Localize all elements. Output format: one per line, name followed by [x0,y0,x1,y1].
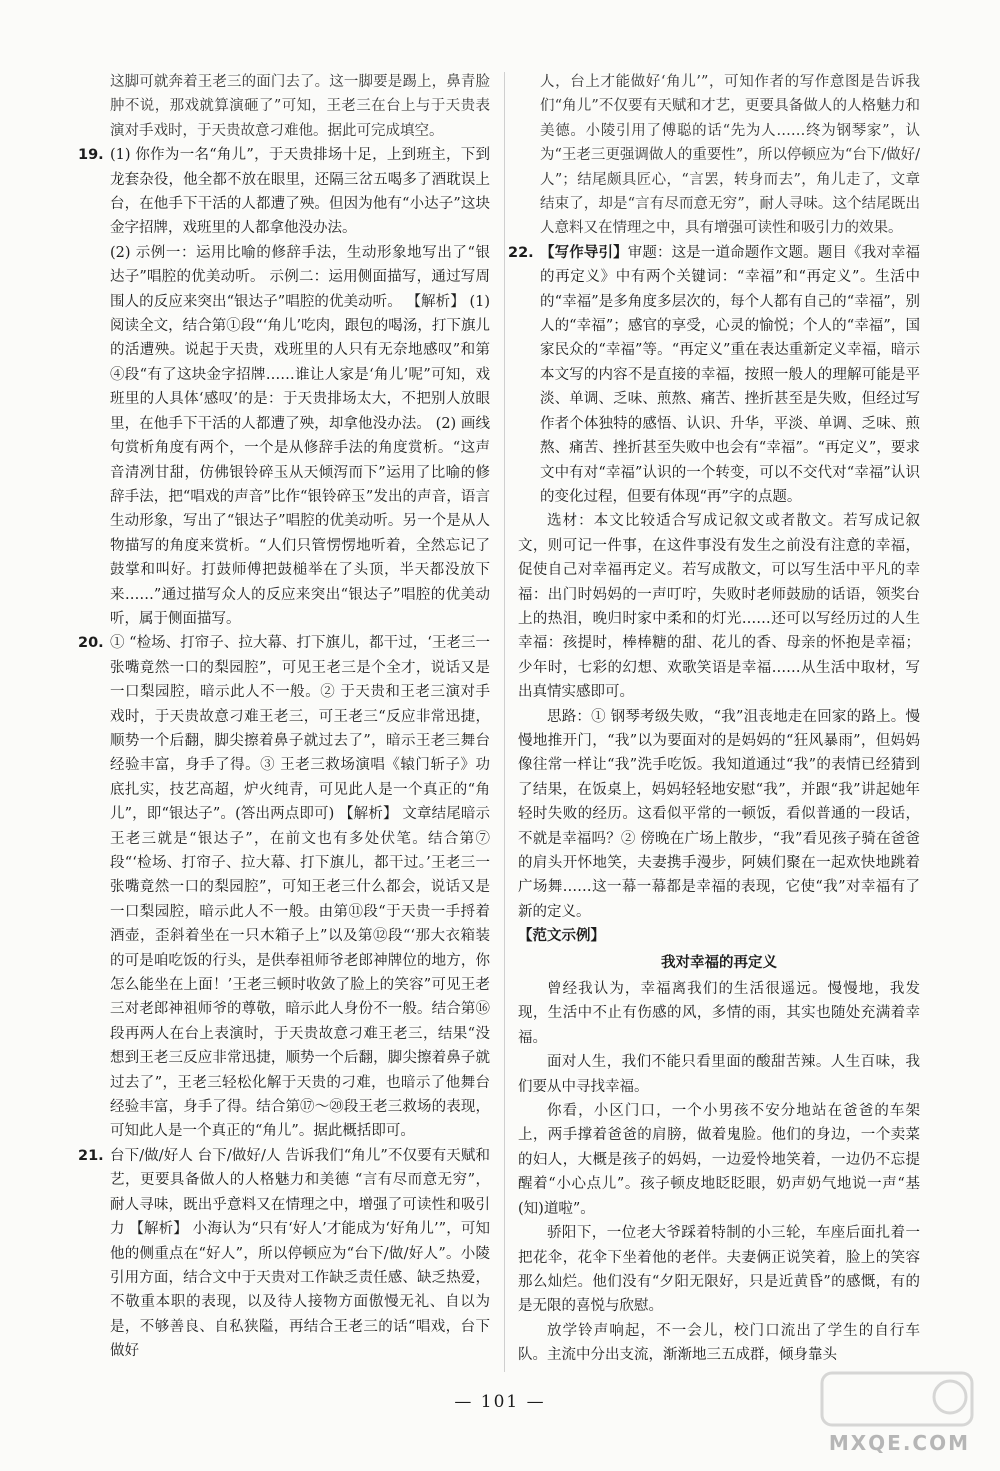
right-column [508,70,921,1368]
page-number: — 101 — [454,1392,546,1412]
sub-answer: (2) 示例一：运用比喻的修辞手法，生动形象地写出了“银达子”唱腔的优美动听。 示例二：运用侧面描写，通过写周围人的反应来突出“银达子”唱腔的优美动听。 【解析】 (1) 阅读全文，结合第①段“‘角儿’吃肉，跟包的喝汤，打下旗儿的活遭殃。说起于天贵，戏班里的人只有无奈地感叹”和第④段“有了这块金字招牌……谁让人家是‘角儿’呢”可知，戏班里的人具体‘感叹’的是：于天贵排场太大，不把别人放眼里，在他手下干活的人都遭了殃，却拿他没办法。 (2) 画线句赏析角度有两个，一个是从修辞手法的角度赏析。“这声音清冽甘甜，仿佛银铃碎玉从天倾泻而下”运用了比喻的修辞手法，把“唱戏的声音”比作“银铃碎玉”发出的声音，语言生动形象，写出了“银达子”唱腔的优美动听。另一个是从人物描写的角度来赏析。“人们只管愣愣地听着，全然忘记了鼓掌和叫好。打鼓师傅把鼓槌举在了头顶，半天都没放下来……”通过描写众人的反应来突出“银达子”唱腔的优美动听，属于侧面描写。 [110,244,490,627]
answer-item [78,631,490,1144]
paragraph: 人，台上才能做好‘角儿’”，可知作者的写作意图是告诉我们“角儿”不仅要有天赋和才艺，更要具备做人的人格魅力和美德。小陵引用了傅聪的话“先为人……终为钢琴家”，认为“王老三更强调做人的重要性”，所以停顿应为“台下/做好/人”；结尾颇具匠心，“言罢，转身而去”，角儿走了，文章结束了，却是“言有尽而意无穷”，耐人寻味。这个结尾既出人意料又在情理之中，具有增强可读性和吸引力的效果。 [540,74,921,237]
paragraph: 这脚可就奔着王老三的面门去了。这一脚要是踢上，鼻青脸肿不说，那戏就算演砸了”可知，王老三在台上与于天贵表演对手戏时，于天贵故意刁难他。据此可完成填空。 [110,74,490,139]
answer-text: (1) 你作为一名“角儿”，于天贵排场十足，上到班主，下到龙套杂役，他全都不放在眼里，还隔三岔五喝多了酒耽误上台，在他手下干活的人都遭了殃。但因为他有“小达子”这块金字招牌，戏班里的人都拿他没办法。 [110,147,490,237]
answer-text: 台下/做/好人 台下/做好/人 告诉我们“角儿”不仅要有天赋和艺，更要具备做人的人格魅力和美德 “言有尽而意无穷”，耐人寻味，既出乎意料又在情理之中，增强了可读性和吸引力 【解析】 小海认为“只有‘好人’才能成为‘好角儿’”，可知他的侧重点在“好人”，所以停顿应为“台下/做/好人”。小陵引用方面，结合文中于天贵对工作缺乏责任感、缺乏热爱，不敬重本职的表现，以及待人接物方面傲慢无礼、自以为是，不够善良、自私狭隘，再结合王老三的话“唱戏，台下做好 [110,1147,490,1360]
paragraph: 面对人生，我们不能只看里面的酸甜苦辣。人生百味，我们要从中寻找幸福。 [518,1054,920,1095]
question-number: 19. [78,147,104,164]
question-number: 20. [78,635,104,652]
answer-text: ① “检场、打帘子、拉大幕、打下旗儿，都干过，‘王老三一张嘴竟然一口的梨园腔”，可见王老三是个全才，说话又是一口梨园腔，暗示此人不一般。② 于天贵和王老三演对手戏时，于天贵故意刁难王老三，可王老三“反应非常迅捷，顺势一个后翻，脚尖擦着鼻子就过去了”，暗示王老三舞台经验丰富，身手了得。③ 王老三救场演唱《辕门斩子》功底扎实，技艺高超，炉火纯青，可见此人是一个真正的“角儿”，即“银达子”。(答出两点即可) 【解析】 文章结尾暗示王老三就是“银达子”，在前文也有多处伏笔。结合第⑦段“‘检场、打帘子、拉大幕、打下旗儿，都干过。’王老三一张嘴竟然一口的梨园腔”，可知王老三什么都会，说话又是一口梨园腔，暗示此人不一般。由第⑪段“于天贵一手捋着酒壶，歪斜着坐在一只木箱子上”以及第⑫段“‘那大衣箱装的可是咱吃饭的行头，是供奉祖师爷老郎神牌位的地方，你怎么能坐在上面！’王老三顿时收敛了脸上的笑容”可见王老三对老郎神祖师爷的尊敬，暗示此人身份不一般。结合第⑯段再两人在台上表演时，于天贵故意刁难王老三，结果“没想到王老三反应非常迅捷，顺势一个后翻，脚尖擦着鼻子就过去了”，王老三轻松化解于天贵的刁难，也暗示了他舞台经验丰富，身手了得。结合第⑰～⑳段王老三救场的表现，可知此人是一个真正的“角儿”。据此概括即可。 [110,635,490,1140]
answer-item [508,241,921,509]
answer-item [78,143,490,241]
answer-item [78,1144,490,1364]
paragraph: 放学铃声响起，不一会儿，校门口流出了学生的自行车队。主流中分出支流，渐渐地三五成群，倾身靠头 [518,1322,920,1364]
paragraph: 你看，小区门口，一个小男孩不安分地站在爸爸的车架上，两手撑着爸爸的肩膀，做着鬼脸。他们的身边，一个卖菜的妇人，大概是孩子的妈妈，一边爱怜地笑着，一边仍不忘提醒着“小心点儿”。孩子顿皮地眨眨眼，奶声奶气地说一声“基(知)道啦”。 [518,1103,920,1217]
paragraph: 选材：本文比较适合写成记叙文或者散文。若写成记叙文，则可记一件事，在这件事没有发生之前没有注意的幸福，促使自己对幸福再定义。若写成散文，可以写生活中平凡的幸福：出门时妈妈的一声叮咛，失败时老师鼓励的话语，领奖台上的热泪，晚归时家中柔和的灯光……还可以写经历过的人生幸福：孩提时，棒棒糖的甜、花儿的香、母亲的怀抱是幸福；少年时，七彩的幻想、欢歌笑语是幸福……从生活中取材，写出真情实感即可。 [518,513,920,701]
left-column [78,70,490,1364]
paragraph: 思路：① 钢琴考级失败，“我”沮丧地走在回家的路上。慢慢地推开门，“我”以为要面对的是妈妈的“狂风暴雨”，但妈妈像往常一样让“我”洗手吃饭。我知道通过“我”的表情已经猜到了结果，在饭桌上，妈妈轻轻地安慰“我”，并跟“我”讲起她年轻时失败的经历。这看似平常的一顿饭，看似普通的一段话，不就是幸福吗？② 傍晚在广场上散步，“我”看见孩子骑在爸爸的肩头开怀地笑，夫妻携手漫步，阿姨们聚在一起欢快地跳着广场舞……这一幕一幕都是幸福的表现，它使“我”对幸福有了新的定义。 [518,708,920,920]
question-number: 22. [508,244,534,261]
paragraph: 曾经我认为，幸福离我们的生活很遥远。慢慢地，我发现，生活中不止有伤感的风，多情的雨，其实也随处充满着幸福。 [518,981,920,1046]
section-heading: 【范文示例】 [518,928,605,945]
question-number: 21. [78,1147,104,1164]
answer-text: 审题：这是一道命题作文题。题目《我对幸福的再定义》中有两个关键词：“幸福”和“再定义”。生活中的“幸福”是多角度多层次的，每个人都有自己的“幸福”，别人的“幸福”；感官的享受，心灵的愉悦；个人的“幸福”，国家民众的“幸福”等。“再定义”重在表达重新定义幸福，暗示本文写的内容不是直接的幸福，按照一般人的理解可能是平淡、单调、乏味、煎熬、痛苦、挫折甚至是失败，但经过写作者个体独特的感悟、认识、升华，平淡、单调、乏味、煎熬、痛苦、挫折甚至失败中也会有“幸福”。“再定义”，要求文中有对“幸福”认识的一个转变，可以不交代对“幸福”认识的变化过程，但要有体现“再”字的点题。 [540,244,921,505]
paragraph: 骄阳下，一位老大爷踩着特制的小三轮，车座后面扎着一把花伞，花伞下坐着他的老伴。夫妻俩正说笑着，脸上的笑容那么灿烂。他们没有“夕阳无限好，只是近黄昏”的感慨，有的是无限的喜悦与欣慰。 [518,1225,920,1315]
section-tag: 【写作导引】 [540,244,628,261]
watermark-text: MXQE.COM [828,1431,970,1455]
essay-title: 我对幸福的再定义 [661,954,777,971]
column-divider [504,72,505,1372]
